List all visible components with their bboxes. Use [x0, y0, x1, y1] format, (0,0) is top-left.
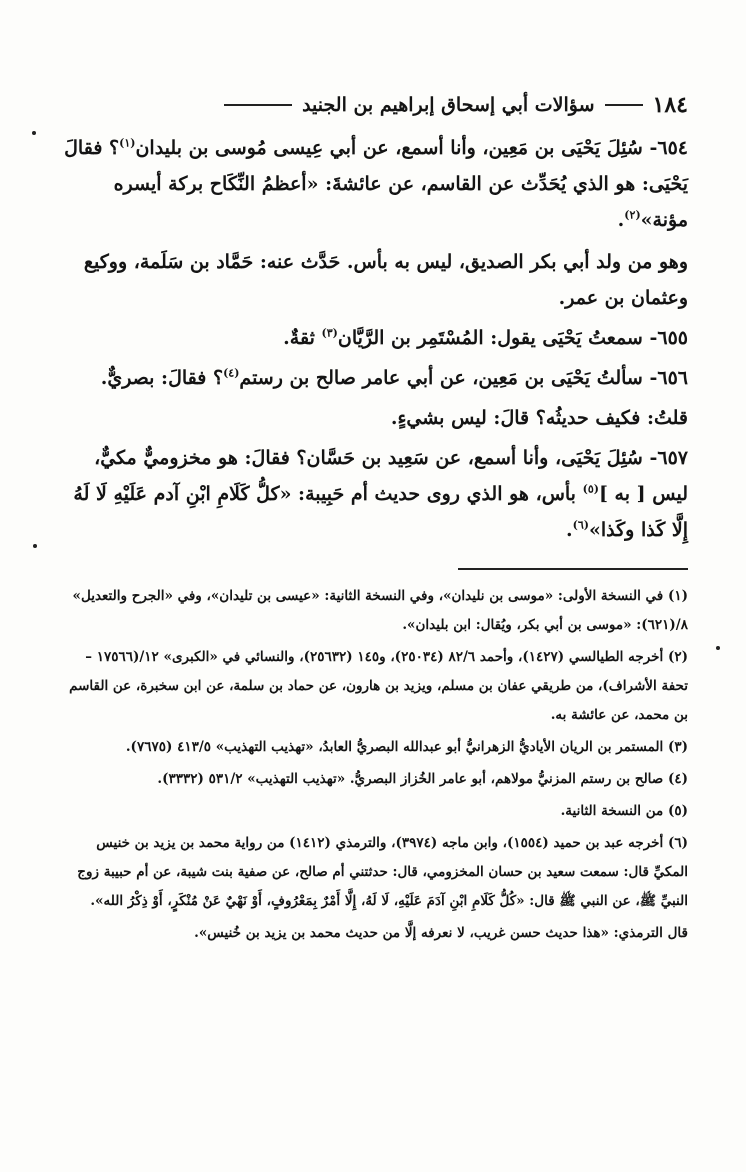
book-page	[58, 88, 688, 951]
entry-number: ٦٥٥-	[649, 327, 688, 349]
entry-text: .	[617, 209, 625, 231]
entry-number: ٦٥٤-	[649, 137, 688, 159]
margin-dot	[33, 544, 37, 548]
footnote-5: (٥) من النسخة الثانية.	[560, 803, 688, 819]
footnote-2: (٢) أخرجه الطيالسي (١٤٢٧)، وأحمد ٨٢/٦ (٢٥٠٣٤)، و١٤٥ (٢٥٦٣٢)، والنسائي في «الكبرى» ١٢/(١٧٥٦٦ – تحفة الأشراف)، من طريقي عفان بن مسلم، ويزيد بن هارون، عن حماد بن سلمة، عن ابن سخبرة، عن القاسم بن محمد، عن عائشة به.	[69, 649, 688, 723]
entry-657	[58, 440, 688, 548]
footnote-6-continuation: قال الترمذي: «هذا حديث حسن غريب، لا نعرفه إلَّا من حديث محمد بن يزيد بن خُنيس».	[194, 925, 688, 941]
entry-text: سمعتُ يَحْيَى يقول: المُسْتَمِر بن الرَّيَّان	[337, 327, 643, 349]
entry-654-continuation: وهو من ولد أبي بكر الصديق، ليس به بأس. حَدَّث عنه: حَمَّاد بن سَلَمة، ووكيع وعثمان بن عمر.	[83, 251, 688, 309]
header-rule	[605, 104, 643, 106]
entry-number: ٦٥٦-	[649, 367, 688, 389]
margin-dot	[716, 646, 720, 650]
footnote-1: (١) في النسخة الأولى: «موسى بن نليدان»، وفي النسخة الثانية: «عيسى بن تليدان»، وفي «الجرح والتعديل» ٨/(٦٢١): «موسى بن أبي بكر، ويُقال: ابن بليدان».	[72, 588, 688, 633]
entry-656-continuation: قلتُ: فكيف حديثُه؟ قالَ: ليس بشيءٍ.	[390, 407, 688, 429]
footnote-6: (٦) أخرجه عبد بن حميد (١٥٥٤)، وابن ماجه (٣٩٧٤)، والترمذي (١٤١٢) من رواية محمد بن يزيد بن خنيس المكيِّ قال: سمعت سعيد بن حسان المخزومي، قال: حدثتني أم صالح، عن صفية بنت شيبة، عن أم حبيبة زوج النبيِّ ﷺ، عن النبي ﷺ قال: «كُلُّ كَلَامِ ابْنِ آدَمَ عَلَيْهِ، لَا لَهُ، إِلَّا أَمْرٌ بِمَعْرُوفٍ، أَوْ نَهْيٌ عَنْ مُنْكَرٍ، أَوْ ذِكْرُ الله».	[77, 835, 688, 909]
entry-text: ؟ فقالَ يَحْيَى: هو الذي يُحَدِّث عن القاسم، عن عائشةَ: «أعظمُ النِّكَاح بركة أيسره مؤنة»	[64, 137, 688, 231]
entry-text: بأس، هو الذي روى حديث أم حَبِيبة: «كلُّ كَلَامِ ابْنِ آدم عَلَيْهِ لَا لَهُ إِلَّا كَذا وكَذا»	[73, 483, 688, 541]
header-rule	[224, 104, 292, 106]
page-number: ١٨٤	[652, 92, 688, 118]
footnote-4: (٤) صالح بن رستم المزنيُّ مولاهم، أبو عامر الخُزاز البصريُّ. «تهذيب التهذيب» ٥٣١/٢ (٣٣٣٢).	[157, 771, 688, 787]
entry-text: سألتُ يَحْيَى بن مَعِين، عن أبي عامر صالح بن رستم	[239, 367, 643, 389]
footnote-ref: (٤)	[223, 366, 240, 380]
entry-654	[58, 130, 688, 238]
footnote-separator	[458, 568, 688, 570]
footnote-3: (٣) المستمر بن الريان الأياديُّ الزهرانيُّ أبو عبدالله البصريُّ العابدُ، «تهذيب التهذيب» ٤١٣/٥ (٧٦٧٥).	[125, 739, 688, 755]
footnote-ref: (٢)	[624, 208, 641, 222]
footnotes	[58, 582, 688, 948]
footnote-ref: (٦)	[572, 518, 589, 532]
footnote-ref: (١)	[119, 136, 136, 150]
entry-text: ثقةٌ.	[283, 327, 322, 349]
footnote-ref: (٣)	[321, 326, 338, 340]
footnote-ref: (٥)	[582, 482, 599, 496]
margin-dot	[32, 131, 36, 135]
main-text	[58, 130, 688, 548]
entry-text: سُئِلَ يَحْيَى بن مَعِين، وأنا أسمع، عن أبي عِيسى مُوسى بن بليدان	[135, 137, 643, 159]
page-header	[58, 88, 688, 122]
entry-text: .	[566, 519, 573, 541]
entry-number: ٦٥٧-	[649, 447, 688, 469]
entry-text: ؟ فقالَ: بصريٌّ.	[100, 367, 224, 389]
entry-text: سُئِلَ يَحْيَى، وأنا أسمع، عن سَعِيد بن حَسَّان؟ فقالَ: هو مخزوميٌّ مكيٌّ، ليس [ به ]	[94, 447, 688, 505]
entry-655	[58, 320, 688, 356]
entry-656	[58, 360, 688, 396]
running-title: سؤالات أبي إسحاق إبراهيم بن الجنيد	[302, 94, 595, 116]
